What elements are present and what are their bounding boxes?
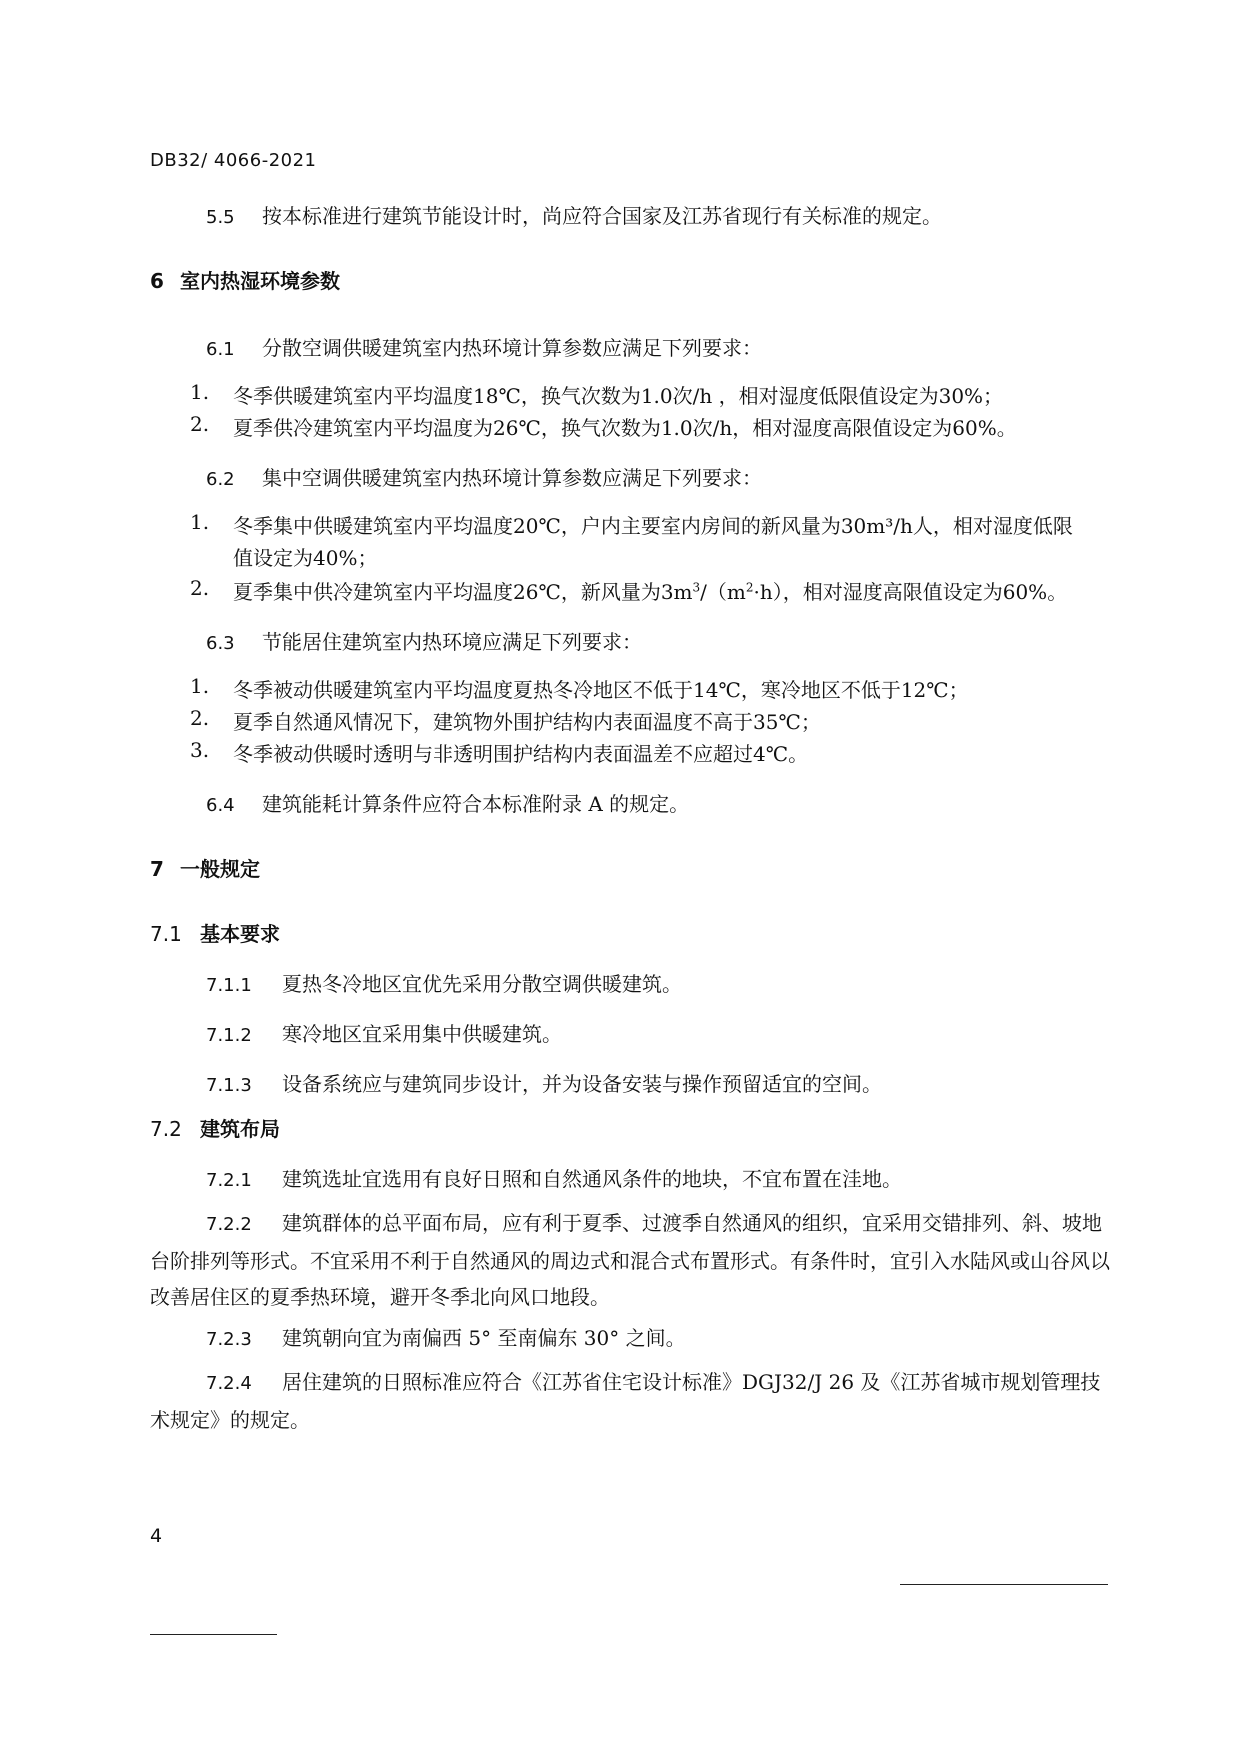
list-item: 夏季供冷建筑室内平均温度为26℃，换气次数为1.0次/h，相对湿度高限值设定为60%。 <box>233 416 1017 440</box>
item-text: ·h），相对湿度高限值设定为60%。 <box>753 580 1068 604</box>
footer-rule-left <box>150 1634 277 1635</box>
section-7-2-heading <box>150 1113 280 1142</box>
clause-number: 6.4 <box>206 795 235 816</box>
clause-6-1 <box>206 332 762 361</box>
clause-number: 7.1.1 <box>206 975 252 996</box>
clause-text: 建筑选址宜选用有良好日照和自然通风条件的地块，不宜布置在洼地。 <box>282 1167 902 1191</box>
clause-text: 寒冷地区宜采用集中供暖建筑。 <box>282 1022 562 1046</box>
list-item: 冬季被动供暖建筑室内平均温度夏热冬冷地区不低于14℃，寒冷地区不低于12℃； <box>233 678 969 702</box>
chapter-number: 6 <box>150 269 164 293</box>
chapter-7-heading <box>150 853 260 882</box>
superscript: 3 <box>692 580 701 595</box>
clause-text: 建筑朝向宜为南偏西 5° 至南偏东 30° 之间。 <box>282 1326 686 1350</box>
chapter-number: 7 <box>150 857 164 881</box>
section-7-1-heading <box>150 918 280 947</box>
clause-number: 5.5 <box>206 207 235 228</box>
list-item: 冬季集中供暖建筑室内平均温度20℃，户内主要室内房间的新风量为30m³/h人，相对湿度低限 <box>233 514 1073 538</box>
item-text: /（m <box>700 580 746 604</box>
list-item-number: 2. <box>190 576 210 600</box>
clause-number: 7.2.4 <box>206 1373 252 1394</box>
clause-text: 建筑能耗计算条件应符合本标准附录 A 的规定。 <box>262 792 690 816</box>
list-item: 夏季自然通风情况下，建筑物外围护结构内表面温度不高于35℃； <box>233 710 821 734</box>
clause-7-2-1 <box>206 1163 902 1192</box>
clause-7-2-3 <box>206 1322 686 1351</box>
list-item-number: 2. <box>190 706 210 730</box>
clause-text: 建筑群体的总平面布局，应有利于夏季、过渡季自然通风的组织，宜采用交错排列、斜、坡地台阶排列等形式。不宜采用不利于自然通风的周边式和混合式布置形式。有条件时，宜引入水陆风或山谷风以改善居住区的夏季热环境，避开冬季北向风口地段。 <box>150 1211 1110 1309</box>
section-title: 基本要求 <box>200 922 280 946</box>
document-code: DB32/ 4066-2021 <box>150 150 317 171</box>
page-number: 4 <box>150 1525 163 1547</box>
clause-number: 7.1.2 <box>206 1025 252 1046</box>
clause-6-2 <box>206 462 762 491</box>
clause-text: 居住建筑的日照标准应符合《江苏省住宅设计标准》DGJ32/J 26 及《江苏省城市规划管理技术规定》的规定。 <box>150 1370 1101 1432</box>
clause-7-1-2 <box>206 1018 562 1047</box>
clause-number: 7.2.3 <box>206 1329 252 1350</box>
section-title: 建筑布局 <box>200 1117 280 1141</box>
clause-5-5 <box>206 200 942 229</box>
clause-text: 节能居住建筑室内热环境应满足下列要求： <box>262 630 642 654</box>
list-item <box>233 576 1067 605</box>
clause-text: 设备系统应与建筑同步设计，并为设备安装与操作预留适宜的空间。 <box>282 1072 882 1096</box>
clause-7-2-4 <box>150 1364 1120 1438</box>
list-item-number: 1. <box>190 674 210 698</box>
list-item: 冬季被动供暖时透明与非透明围护结构内表面温差不应超过4℃。 <box>233 742 809 766</box>
section-number: 7.2 <box>150 1117 182 1141</box>
clause-text: 夏热冬冷地区宜优先采用分散空调供暖建筑。 <box>282 972 682 996</box>
list-item-number: 1. <box>190 380 210 404</box>
clause-7-1-3 <box>206 1068 882 1097</box>
clause-text: 按本标准进行建筑节能设计时，尚应符合国家及江苏省现行有关标准的规定。 <box>262 204 942 228</box>
clause-7-2-2 <box>150 1205 1120 1315</box>
clause-number: 6.3 <box>206 633 235 654</box>
clause-number: 7.1.3 <box>206 1075 252 1096</box>
list-item: 冬季供暖建筑室内平均温度18℃，换气次数为1.0次/h ，相对湿度低限值设定为30%； <box>233 384 1004 408</box>
list-item-continuation: 值设定为40%； <box>233 546 378 570</box>
clause-6-3 <box>206 626 642 655</box>
item-text: 夏季集中供冷建筑室内平均温度26℃，新风量为3m <box>233 580 693 604</box>
list-item-number: 2. <box>190 412 210 436</box>
footer-rule-right <box>900 1584 1108 1585</box>
clause-text: 集中空调供暖建筑室内热环境计算参数应满足下列要求： <box>262 466 762 490</box>
chapter-title: 一般规定 <box>180 857 260 881</box>
superscript: 2 <box>745 580 754 595</box>
list-item-number: 3. <box>190 738 210 762</box>
clause-number: 6.2 <box>206 469 235 490</box>
clause-text: 分散空调供暖建筑室内热环境计算参数应满足下列要求： <box>262 336 762 360</box>
chapter-6-heading <box>150 265 340 294</box>
clause-number: 6.1 <box>206 339 235 360</box>
clause-6-4 <box>206 788 689 817</box>
clause-number: 7.2.1 <box>206 1170 252 1191</box>
section-number: 7.1 <box>150 922 182 946</box>
clause-7-1-1 <box>206 968 682 997</box>
clause-number: 7.2.2 <box>206 1214 252 1235</box>
list-item-number: 1. <box>190 510 210 534</box>
chapter-title: 室内热湿环境参数 <box>180 269 340 293</box>
